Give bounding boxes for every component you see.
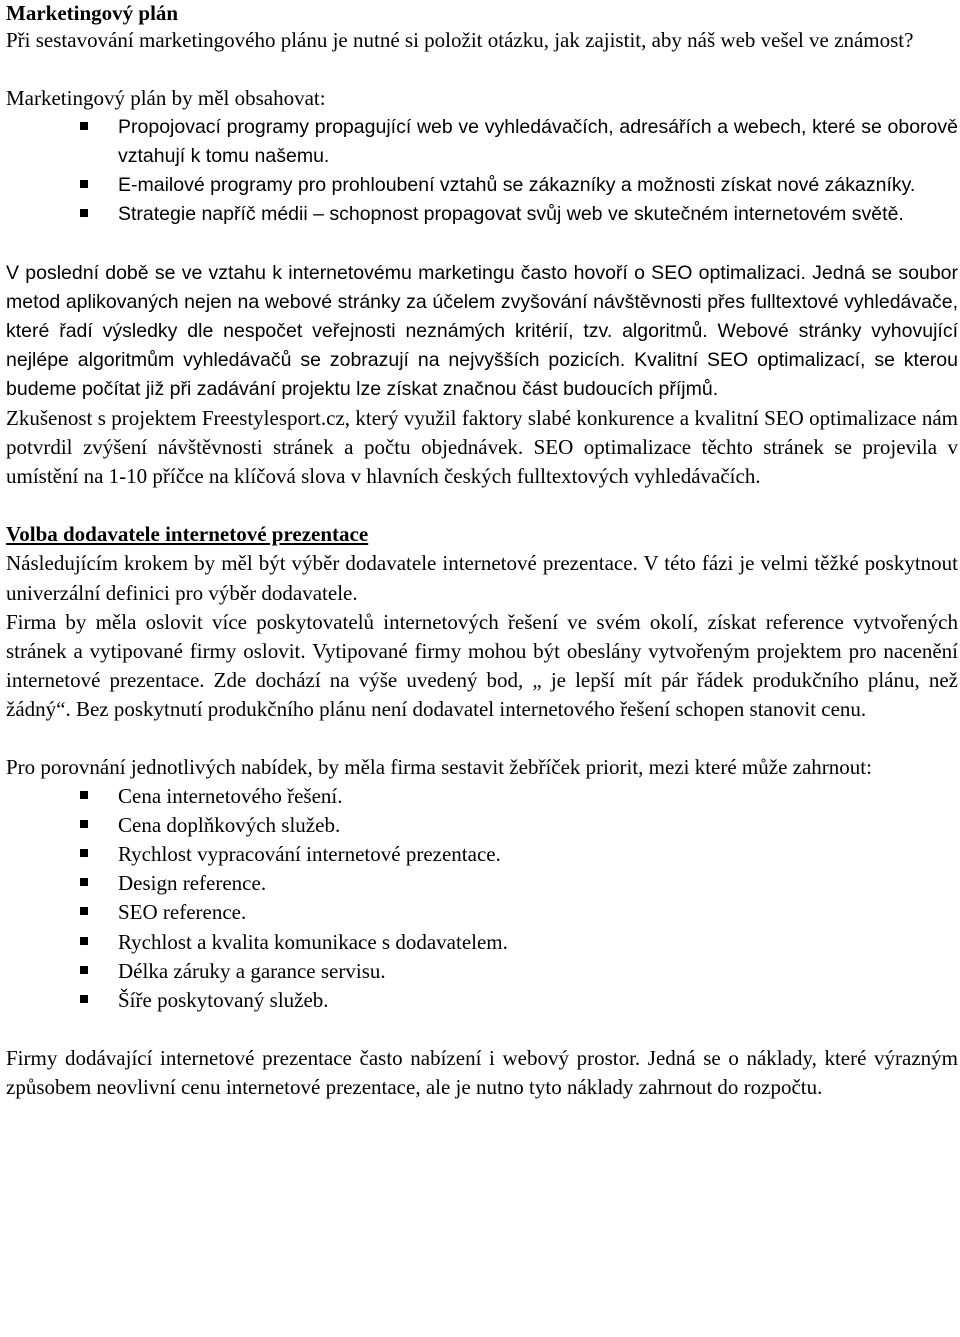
spacer <box>6 1015 958 1044</box>
experience-paragraph: Zkušenost s projektem Freestylesport.cz, který využil faktory slabé konkurence a kvalitní SEO optimalizace nám potvrdil zvýšení návštěvnosti stránek a počtu objednávek. SEO optimalizace těchto stránek se projevila v umístění na 1-10 příčce na klíčová slova v hlavních českých fulltextových vyhledávačích. <box>6 406 958 489</box>
list-item: Propojovací programy propagující web ve vyhledávačích, adresářích a webech, které se oborově vztahují k tomu našemu. <box>118 113 958 171</box>
supplier-paragraph-1: Následujícím krokem by měl být výběr dodavatele internetové prezentace. V této fázi je velmi těžké poskytnout univerzální definici pro výběr dodavatele. <box>6 551 958 605</box>
priorities-intro: Pro porovnání jednotlivých nabídek, by měla firma sestavit žebříček priorit, mezi které může zahrnout: <box>6 754 872 779</box>
list-item: Cena internetového řešení. <box>118 782 958 811</box>
list-item: Rychlost a kvalita komunikace s dodavatelem. <box>118 928 958 957</box>
list-item: Cena doplňkových služeb. <box>118 811 958 840</box>
priorities-list <box>6 782 958 1015</box>
spacer <box>6 724 958 753</box>
closing-paragraph: Firmy dodávající internetové prezentace často nabízení i webový prostor. Jedná se o náklady, které výrazným způsobem neovlivní cenu internetové prezentace, ale je nutno tyto náklady zahrnout do rozpočtu. <box>6 1045 958 1099</box>
list-item: Délka záruky a garance servisu. <box>118 957 958 986</box>
section-heading-supplier: Volba dodavatele internetové prezentace <box>6 522 369 547</box>
list-item: E-mailové programy pro prohloubení vztahů se zákazníky a možnosti získat nové zákazníky. <box>118 171 958 200</box>
supplier-paragraph-2: Firma by měla oslovit více poskytovatelů internetových řešení ve svém okolí, získat reference vytvořených stránek a vytipované firmy oslovit. Vytipované firmy mohou být obeslány vytvořeným projektem pro nacenění internetové prezentace. Zde dochází na výše uvedený bod, „ je lepší mít pár řádek produkčního plánu, než žádný“. Bez poskytnutí produkčního plánu není dodavatel internetového řešení schopen stanovit cenu. <box>6 609 958 721</box>
list-intro: Marketingový plán by měl obsahovat: <box>6 86 326 111</box>
list-item: Rychlost vypracování internetové prezentace. <box>118 840 958 869</box>
list-item: Strategie napříč médii – schopnost propagovat svůj web ve skutečném internetovém světě. <box>118 200 958 229</box>
list-item: SEO reference. <box>118 898 958 927</box>
section-heading-marketing-plan: Marketingový plán <box>6 1 179 25</box>
marketing-plan-list <box>6 113 958 229</box>
spacer <box>6 55 958 84</box>
list-item: Šíře poskytovaný služeb. <box>118 986 958 1015</box>
list-item: Design reference. <box>118 869 958 898</box>
spacer <box>6 491 958 520</box>
seo-paragraph: V poslední době se ve vztahu k internetovému marketingu často hovoří o SEO optimalizaci. Jedná se soubor metod aplikovaných nejen na webové stránky za účelem zvyšování návštěvnosti přes fulltextové vyhledávače, které řadí výsledky dle nespočet veřejnosti neznámých kritérií, tzv. algoritmů. Webové stránky vyhovující nejlépe algoritmům vyhledávačů se zobrazují na nejvyšších pozicích. Kvalitní SEO optimalizací, se kterou budeme počítat již při zadávání projektu lze získat značnou část budoucích příjmů. <box>6 261 958 400</box>
intro-paragraph: Při sestavování marketingového plánu je nutné si položit otázku, jak zajistit, aby náš web vešel ve známost? <box>6 28 914 52</box>
spacer <box>6 230 958 259</box>
